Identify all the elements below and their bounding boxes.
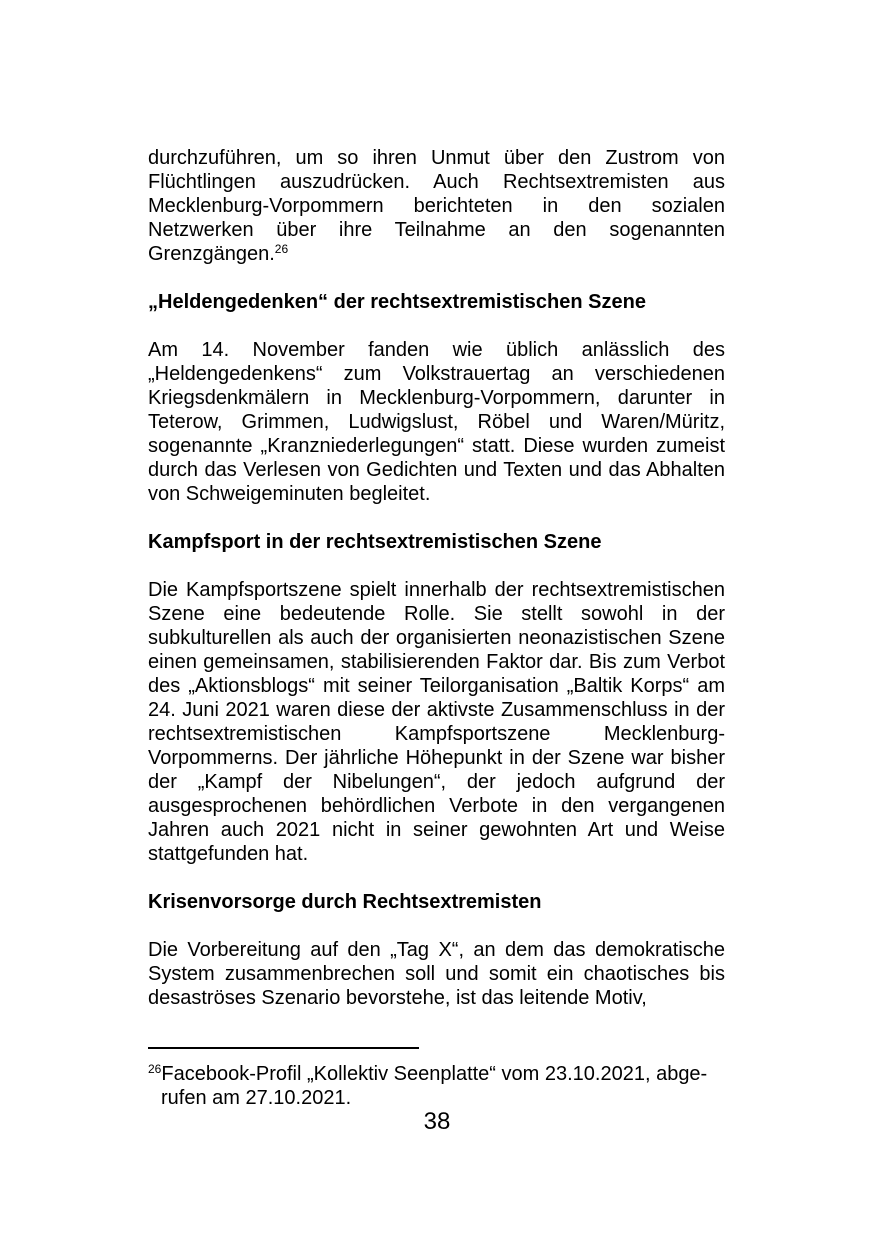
footnote-line-1: [148, 1062, 725, 1086]
footnote: [148, 1062, 725, 1110]
section-heading-krisenvorsorge: Krisenvorsorge durch Rechtsextremisten: [148, 891, 542, 913]
page-number: 38: [423, 1108, 451, 1135]
section-heading-kampfsport: Kampfsport in der rechtsextremistischen Szene: [148, 531, 602, 553]
footnote-text-1: Facebook-Profil „Kollektiv Seenplatte“ vom 23.10.2021, abge-: [161, 1063, 708, 1085]
section-paragraph-heldengedenken: Am 14. November fanden wie üblich anlässlich des „Heldengedenkens“ zum Volkstrauertag an verschiedenen Kriegsdenkmälern in Mecklenburg-Vorpommern, darunter in Teterow, Grimmen, Ludwigslust, Röbel und Waren/Müritz, sogenannte „Kranzniederlegungen“ statt. Diese wurden zumeist durch das Verlesen von Gedichten und Texten und das Abhalten von Schweigeminuten begleitet.: [148, 339, 725, 505]
section-paragraph-krisenvorsorge: Die Vorbereitung auf den „Tag X“, an dem das demokratische System zusammenbrechen soll und somit ein chaotisches bis desaströses Szenario bevorstehe, ist das leitende Motiv,: [148, 939, 725, 1009]
section-heading-heldengedenken: „Heldengedenken“ der rechtsextremistischen Szene: [148, 291, 646, 313]
section-paragraph-kampfsport: Die Kampfsportszene spielt innerhalb der rechtsextremistischen Szene eine bedeutende Rolle. Sie stellt sowohl in der subkulturellen als auch der organisierten neonazistischen Szene einen gemeinsamen, stabilisierenden Faktor dar. Bis zum Verbot des „Aktionsblogs“ mit seiner Teilorganisation „Baltik Korps“ am 24. Juni 2021 waren diese der aktivste Zusammenschluss in der rechtsextremistischen Kampfsportszene Mecklenburg-Vorpommerns. Der jährliche Höhepunkt in der Szene war bisher der „Kampf der Nibelungen“, der jedoch aufgrund der ausgesprochenen behördlichen Verbote in den vergangenen Jahren auch 2021 nicht in seiner gewohnten Art und Weise stattgefunden hat.: [148, 579, 725, 865]
intro-text: durchzuführen, um so ihren Unmut über den Zustrom von Flüchtlingen auszudrücken. Auch Rechtsextremisten aus Mecklenburg-Vorpommern berichteten in den sozialen Netzwerken über ihre Teilnahme an den sogenannten Grenzgängen.: [148, 147, 725, 265]
footnote-reference: 26: [274, 242, 289, 256]
document-body: [148, 146, 725, 1010]
footnote-line-2: rufen am 27.10.2021.: [161, 1087, 352, 1109]
footnote-number: 26: [148, 1062, 162, 1076]
intro-paragraph: [148, 146, 725, 266]
footnote-divider: [148, 1047, 419, 1049]
